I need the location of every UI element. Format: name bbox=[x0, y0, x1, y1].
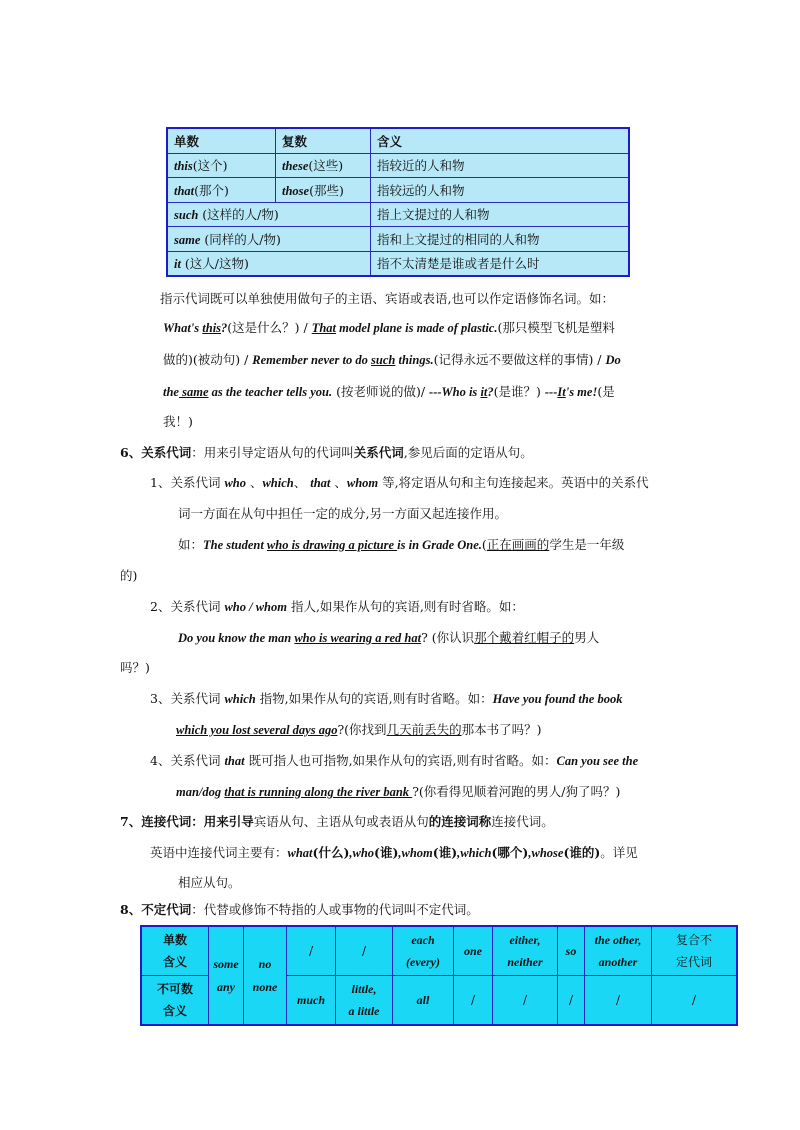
table-cell: those(那些) bbox=[276, 178, 371, 203]
table-cell: it (这人/这物) bbox=[167, 251, 371, 276]
table-cell: / bbox=[336, 926, 393, 976]
sec6-point-3-example: which you lost several days ago?(你找到几天前丢失的那本书了吗？) bbox=[176, 722, 542, 737]
sec6-point-1-example: 如：The student who is drawing a picture is in Grade One.(正在画画的学生是一年级 bbox=[178, 537, 625, 552]
sec6-point-2-tail: 吗？) bbox=[120, 660, 150, 675]
table-cell: / bbox=[585, 976, 652, 1026]
row-label: 不可数 含义 bbox=[141, 976, 209, 1026]
table-cell: all bbox=[393, 976, 454, 1026]
table-cell: same (同样的人/物) bbox=[167, 227, 371, 252]
sec6-point-2: 2、关系代词 who / whom 指人,如果作从句的宾语,则有时省略。如： bbox=[150, 599, 524, 614]
table-cell: 指较远的人和物 bbox=[371, 178, 630, 203]
table-cell: 指和上文提过的相同的人和物 bbox=[371, 227, 630, 252]
intro-text: 指示代词既可以单独使用做句子的主语、宾语或表语,也可以作定语修饰名词。如： bbox=[160, 291, 614, 306]
table-cell: / bbox=[454, 976, 493, 1026]
example-line: the same as the teacher tells you. (按老师说的做)/ ---Who is it?(是谁？) ---It's me!(是 bbox=[163, 384, 615, 399]
table-cell: the other, another bbox=[585, 926, 652, 976]
table-cell: this(这个) bbox=[167, 153, 276, 178]
table-cell: / bbox=[652, 976, 738, 1026]
sec6-point-4: 4、关系代词 that 既可指人也可指物,如果作从句的宾语,则有时省略。如：Can you see the bbox=[150, 753, 639, 768]
table-cell: that(那个) bbox=[167, 178, 276, 203]
table-row bbox=[167, 178, 629, 203]
header-plural: 复数 bbox=[276, 128, 371, 153]
table-cell: each (every) bbox=[393, 926, 454, 976]
table-cell: either, neither bbox=[493, 926, 558, 976]
table-cell: much bbox=[287, 976, 336, 1026]
demonstrative-pronoun-table bbox=[166, 127, 630, 277]
table-cell: no none bbox=[244, 926, 287, 1025]
table-cell: / bbox=[558, 976, 585, 1026]
table-cell: so bbox=[558, 926, 585, 976]
table-cell: 指不太清楚是谁或者是什么时 bbox=[371, 251, 630, 276]
table-row bbox=[167, 202, 629, 227]
sec7-list: 英语中连接代词主要有：what(什么),who(谁),whom(谁),which(哪个),whose(谁的)。详见 bbox=[150, 845, 638, 860]
table-cell: these(这些) bbox=[276, 153, 371, 178]
sec6-point-1: 1、关系代词 who 、which、 that 、whom 等,将定语从句和主句连接起来。英语中的关系代 bbox=[150, 475, 649, 490]
table-row bbox=[167, 227, 629, 252]
example-line: 我！) bbox=[163, 414, 193, 429]
table-row bbox=[141, 926, 737, 976]
sec6-point-1-tail: 的) bbox=[120, 568, 138, 583]
section-7-heading: 7、连接代词：用来引导宾语从句、主语从句或表语从句的连接词称连接代词。 bbox=[120, 814, 554, 829]
sec6-point-3: 3、关系代词 which 指物,如果作从句的宾语,则有时省略。如：Have you found the book bbox=[150, 691, 623, 706]
example-line: What's this?(这是什么？) / That model plane is made of plastic.(那只模型飞机是塑料 bbox=[163, 320, 615, 335]
row-label: 单数 含义 bbox=[141, 926, 209, 976]
table-row bbox=[167, 251, 629, 276]
table-cell: 指较近的人和物 bbox=[371, 153, 630, 178]
sec7-tail: 相应从句。 bbox=[178, 875, 241, 890]
section-6-heading: 6、关系代词：用来引导定语从句的代词叫关系代词,参见后面的定语从句。 bbox=[120, 445, 533, 460]
table-cell: little, a little bbox=[336, 976, 393, 1026]
table-cell: some any bbox=[209, 926, 244, 1025]
sec6-point-1-cont: 词一方面在从句中担任一定的成分,另一方面又起连接作用。 bbox=[178, 506, 507, 521]
table-cell: such (这样的人/物) bbox=[167, 202, 371, 227]
table-cell: 复合不 定代词 bbox=[652, 926, 738, 976]
header-meaning: 含义 bbox=[371, 128, 630, 153]
table-cell: one bbox=[454, 926, 493, 976]
table-row bbox=[167, 153, 629, 178]
sec6-point-4-example: man/dog that is running along the river bank ?(你看得见顺着河跑的男人/狗了吗？) bbox=[176, 784, 621, 799]
table-cell: 指上文提过的人和物 bbox=[371, 202, 630, 227]
table-header-row bbox=[167, 128, 629, 153]
table-cell: / bbox=[493, 976, 558, 1026]
section-8-heading: 8、不定代词：代替或修饰不特指的人或事物的代词叫不定代词。 bbox=[120, 902, 479, 917]
example-line: 做的)(被动句) / Remember never to do such things.(记得永远不要做这样的事情) / Do bbox=[163, 352, 621, 367]
indefinite-pronoun-table bbox=[140, 925, 738, 1026]
table-cell: / bbox=[287, 926, 336, 976]
sec6-point-2-example: Do you know the man who is wearing a red hat? (你认识那个戴着红帽子的男人 bbox=[178, 630, 600, 645]
header-singular: 单数 bbox=[167, 128, 276, 153]
